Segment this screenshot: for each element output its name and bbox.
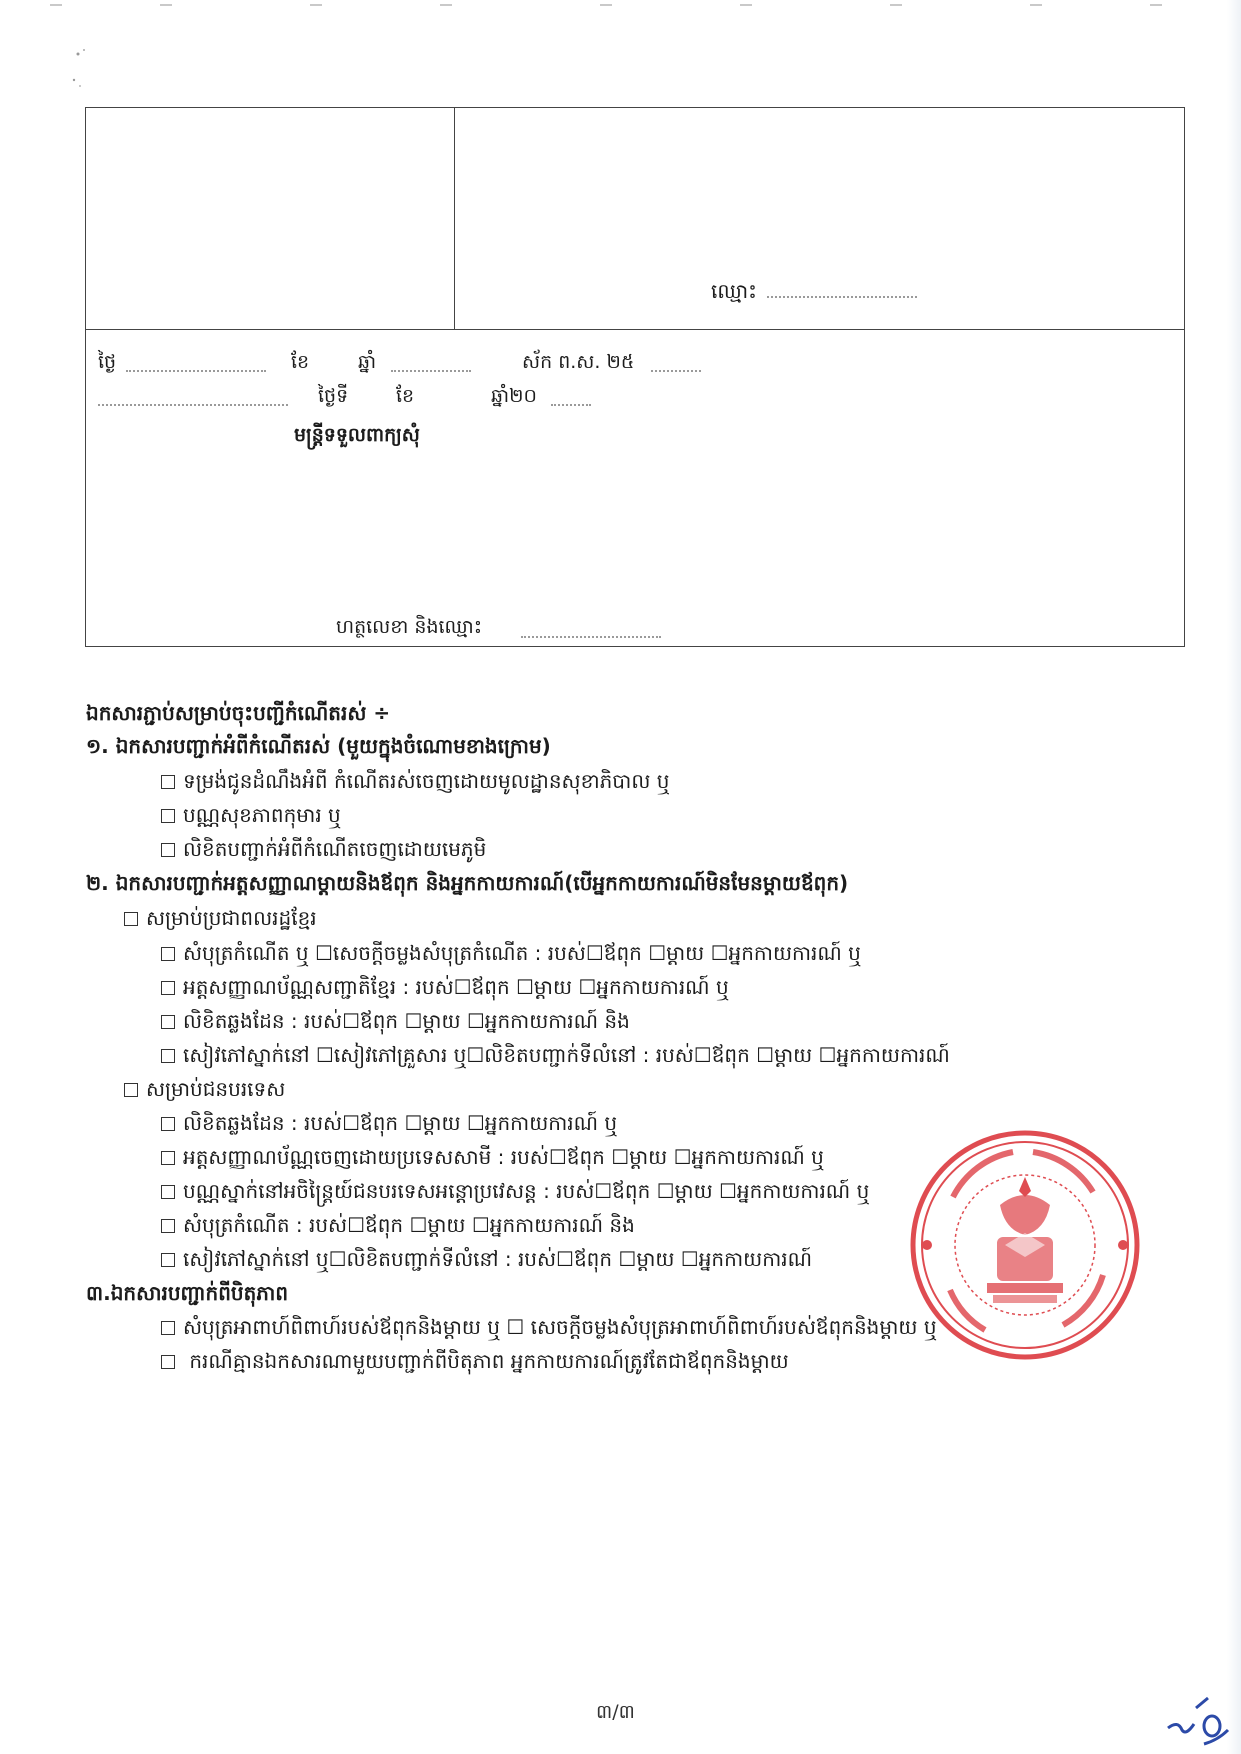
scan-edge-shadow	[1227, 0, 1241, 1754]
section3-title: ៣.ឯកសារបញ្ជាក់ពីបិតុភាព	[86, 1281, 289, 1305]
section1-title: ១. ឯកសារបញ្ជាក់អំពីកំណើតរស់ (មួយក្នុងចំណោមខាងក្រោម)	[86, 734, 551, 758]
section2b-item	[161, 1144, 824, 1174]
month2-label: ខែ	[396, 385, 415, 407]
item-text: អត្តសញ្ញាណប័ណ្ណចេញដោយប្រទេសសាមី : របស់☐ឪពុក ☐ម្តាយ ☐អ្នកកាយការណ៍ ឬ	[183, 1145, 824, 1169]
section2a-item	[161, 940, 861, 970]
page-number: ៣/៣	[596, 1701, 635, 1723]
officer-title: មន្ត្រីទទួលពាក្យសុំ	[294, 424, 420, 446]
group-khmer-citizens	[124, 905, 317, 935]
section2a-item	[161, 974, 729, 1004]
section2a-item	[161, 1008, 630, 1038]
item-text: លិខិតឆ្លងដែន : របស់☐ឪពុក ☐ម្តាយ ☐អ្នកកាយការណ៍ ឬ	[183, 1111, 618, 1135]
signature-dotted-line	[521, 622, 661, 638]
scan-specks	[40, 2, 1180, 10]
item-text: អត្តសញ្ញាណប័ណ្ណសញ្ជាតិខ្មែរ : របស់☐ឪពុក ☐ម្តាយ ☐អ្នកកាយការណ៍ ឬ	[183, 975, 729, 999]
checkbox[interactable]	[161, 981, 175, 995]
checkbox[interactable]	[161, 1355, 175, 1369]
item-text: ទម្រង់ជូនដំណឹងអំពី កំណើតរស់ចេញដោយមូលដ្ឋានសុខាភិបាល ឬ	[183, 769, 670, 793]
group-label: សម្រាប់ជនបរទេស	[146, 1077, 286, 1101]
section1-item	[161, 768, 669, 798]
item-text: ករណីគ្មានឯកសារណាមួយបញ្ជាក់ពីបិតុភាព អ្នកកាយការណ៍ត្រូវតែជាឪពុកនិងម្តាយ	[183, 1349, 789, 1373]
section2a-item	[161, 1042, 950, 1072]
checkbox[interactable]	[124, 1083, 138, 1097]
checkbox[interactable]	[161, 1219, 175, 1233]
year2-dotted-line	[551, 390, 591, 406]
year-label: ឆ្នាំ	[358, 351, 377, 373]
official-seal-stamp	[905, 1125, 1145, 1365]
checkbox[interactable]	[161, 1117, 175, 1131]
checkbox[interactable]	[161, 1321, 175, 1335]
item-text: សៀវភៅស្នាក់នៅ ឬ☐លិខិតបញ្ជាក់ទីលំនៅ : របស់☐ឪពុក ☐ម្តាយ ☐អ្នកកាយការណ៍	[183, 1247, 812, 1271]
section1-item	[161, 802, 341, 832]
day-dotted-line	[126, 356, 266, 372]
form-bottom-row	[86, 330, 1184, 646]
section2b-item	[161, 1246, 812, 1276]
day-no-label: ថ្ងៃទី	[318, 385, 349, 407]
checkbox[interactable]	[161, 1049, 175, 1063]
day-label: ថ្ងៃ	[98, 351, 117, 373]
form-top-row	[86, 108, 1184, 330]
year2-label: ឆ្នាំ២០	[491, 385, 537, 407]
checkbox[interactable]	[161, 1151, 175, 1165]
item-text: សំបុត្រកំណើត ឬ ☐សេចក្តីចម្លងសំបុត្រកំណើត : របស់☐ឪពុក ☐ម្តាយ ☐អ្នកកាយការណ៍ ឬ	[183, 941, 861, 965]
item-text: លិខិតឆ្លងដែន : របស់☐ឪពុក ☐ម្តាយ ☐អ្នកកាយការណ៍ និង	[183, 1009, 630, 1033]
place-dotted-line	[98, 390, 288, 406]
section2b-item	[161, 1110, 617, 1140]
checkbox[interactable]	[161, 1015, 175, 1029]
item-text: បណ្ណសុខភាពកុមារ ឬ	[183, 803, 341, 827]
item-text: បណ្ណស្នាក់នៅអចិន្ត្រៃយ៍ជនបរទេសអន្តោប្រវេសន្ត : របស់☐ឪពុក ☐ម្តាយ ☐អ្នកកាយការណ៍ ឬ	[183, 1179, 870, 1203]
photo-cell	[86, 108, 455, 329]
era-dotted-line	[651, 356, 701, 372]
applicant-name-field	[711, 278, 917, 308]
section1-item	[161, 836, 486, 866]
pen-mark	[1160, 1688, 1230, 1748]
officer-form-box	[85, 107, 1185, 647]
checkbox[interactable]	[161, 843, 175, 857]
signature-label: ហត្ថលេខា និងឈ្មោះ	[336, 616, 483, 638]
era-label: ស័ក ព.ស. ២៥	[522, 351, 635, 373]
year-dotted-line	[391, 356, 471, 372]
scan-speck	[70, 46, 100, 96]
attachments-heading: ឯកសារភ្ជាប់សម្រាប់ចុះបញ្ជីកំណើតរស់ ÷	[86, 701, 391, 725]
checkbox[interactable]	[161, 809, 175, 823]
checkbox[interactable]	[124, 912, 138, 926]
item-text: សំបុត្រកំណើត : របស់☐ឪពុក ☐ម្តាយ ☐អ្នកកាយការណ៍ និង	[183, 1213, 635, 1237]
checkbox[interactable]	[161, 1185, 175, 1199]
checkbox[interactable]	[161, 947, 175, 961]
item-text: លិខិតបញ្ជាក់អំពីកំណើតចេញដោយមេភូមិ	[183, 837, 487, 861]
item-text: សំបុត្រអាពាហ៍ពិពាហ៍របស់ឪពុកនិងម្តាយ ឬ ☐ សេចក្តីចម្លងសំបុត្រអាពាហ៍ពិពាហ៍របស់ឪពុកនិងម្តាយ ឬ	[183, 1315, 937, 1339]
checkbox[interactable]	[161, 775, 175, 789]
section3-item	[161, 1314, 937, 1344]
group-label: សម្រាប់ប្រជាពលរដ្ឋខ្មែរ	[146, 906, 317, 930]
section2b-item	[161, 1178, 869, 1208]
section3-item	[161, 1348, 789, 1378]
section2b-item	[161, 1212, 635, 1242]
checkbox[interactable]	[161, 1253, 175, 1267]
month-label: ខែ	[291, 351, 310, 373]
applicant-name-label: ឈ្មោះ	[711, 279, 757, 303]
name-dotted-line	[767, 282, 917, 298]
item-text: សៀវភៅស្នាក់នៅ ☐សៀវភៅគ្រួសារ ឬ☐លិខិតបញ្ជាក់ទីលំនៅ : របស់☐ឪពុក ☐ម្តាយ ☐អ្នកកាយការណ៍	[183, 1043, 950, 1067]
section2-title: ២. ឯកសារបញ្ជាក់អត្តសញ្ញាណម្តាយនិងឪពុក និងអ្នកកាយការណ៍(បើអ្នកកាយការណ៍មិនមែនម្តាយឪពុក)	[86, 871, 849, 895]
group-foreigners	[124, 1076, 285, 1106]
